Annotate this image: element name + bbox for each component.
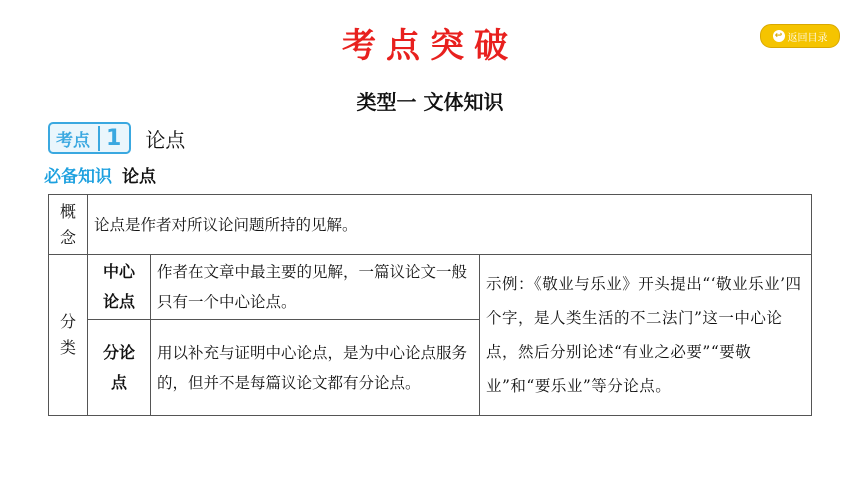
concept-head-1: 概 bbox=[59, 201, 76, 221]
central-head-1: 中心 bbox=[102, 262, 135, 281]
sub-text: 用以补充与证明中心论点，是为中心论点服务的，但并不是每篇议论文都有分论点。 bbox=[151, 320, 480, 416]
central-text: 作者在文章中最主要的见解，一篇议论文一般只有一个中心论点。 bbox=[151, 255, 480, 320]
section-subtitle: 类型一 文体知识 bbox=[356, 90, 504, 114]
category-head-1: 分 bbox=[59, 312, 76, 331]
concept-head-cell bbox=[49, 195, 88, 255]
kaodian-badge bbox=[48, 122, 131, 154]
kaodian-number: 1 bbox=[98, 126, 121, 151]
sub-head-cell bbox=[88, 320, 151, 416]
example-text: 示例：《敬业与乐业》开头提出“‘敬业乐业’四个字，是人类生活的不二法门”这一中心论点，然后分别论述“有业之必要”“要敬业”和“要乐业”等分论点。 bbox=[480, 255, 812, 416]
sub-head-1: 分论 bbox=[102, 342, 135, 362]
kaodian-label: 考点 bbox=[56, 130, 90, 151]
central-row bbox=[49, 255, 812, 320]
kaodian-title: 论点 bbox=[145, 127, 186, 152]
concept-row bbox=[49, 195, 812, 255]
concept-text: 论点是作者对所议论问题所持的见解。 bbox=[88, 195, 812, 255]
kaodian-heading bbox=[48, 122, 185, 154]
bibei-label: 必备知识 bbox=[44, 167, 112, 187]
bibei-heading bbox=[44, 162, 156, 187]
category-head-cell bbox=[49, 255, 88, 416]
category-head-2: 类 bbox=[59, 338, 76, 357]
bibei-title: 论点 bbox=[122, 167, 156, 187]
return-arrow-icon: ↩ bbox=[773, 30, 785, 42]
concept-head-2: 念 bbox=[59, 227, 76, 247]
central-head-2: 论点 bbox=[102, 292, 135, 311]
back-button-label: 返回目录 bbox=[787, 32, 828, 44]
back-to-contents-button[interactable] bbox=[760, 24, 840, 48]
page-title: 考点突破 bbox=[342, 26, 518, 66]
sub-head-2: 点 bbox=[110, 372, 127, 392]
central-head-cell bbox=[88, 255, 151, 320]
knowledge-table bbox=[48, 194, 812, 416]
